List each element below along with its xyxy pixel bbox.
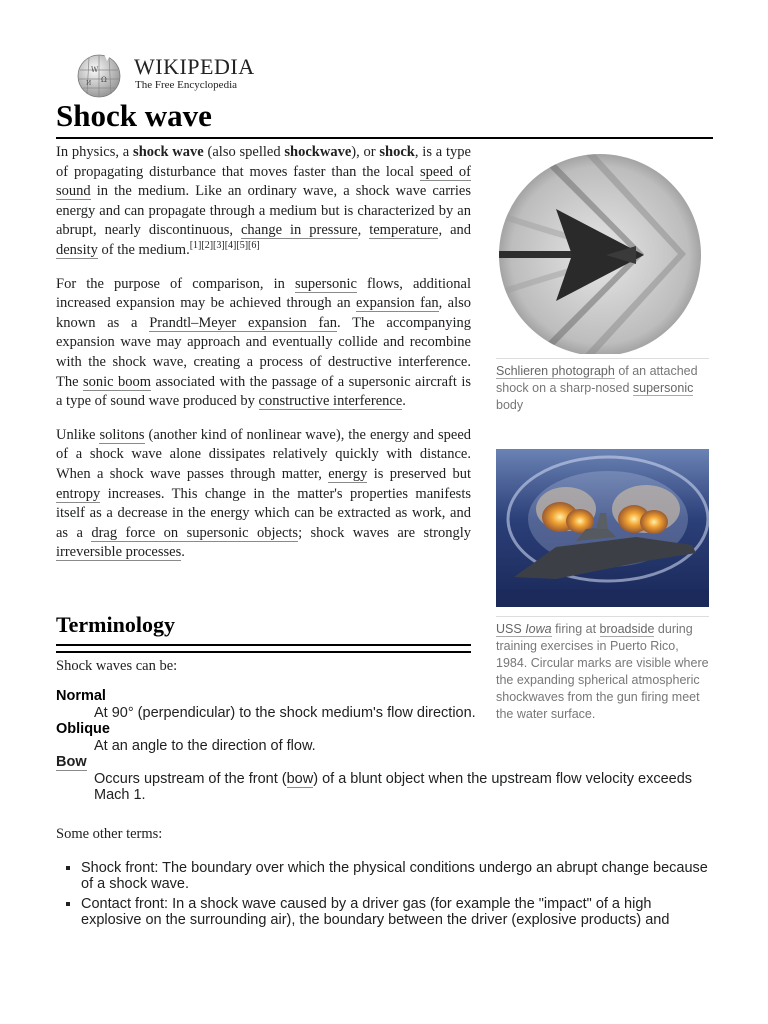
- reference-links[interactable]: [1][2][3][4][5][6]: [189, 240, 260, 252]
- text: .: [402, 393, 406, 410]
- text: .: [181, 544, 185, 561]
- link-bow-shock[interactable]: Bow: [56, 754, 87, 770]
- uss-iowa-photo[interactable]: [496, 449, 709, 607]
- text: firing at: [551, 622, 600, 636]
- figure-1-caption: [496, 358, 709, 414]
- svg-text:И: И: [86, 80, 92, 87]
- text: Unlike: [56, 426, 100, 443]
- text: in the medium. Like an ordinary wave, a shock wave carries energy and can propagate through a medium but is characterized by an abrupt, nearly discontinuous,: [56, 183, 471, 239]
- page-title: Shock wave: [56, 98, 212, 133]
- terminology-section: [56, 656, 713, 932]
- text: (also spelled: [203, 144, 285, 160]
- link-prandtl-meyer[interactable]: Prandtl–Meyer expansion fan: [149, 314, 338, 331]
- definition-normal: At 90° (perpendicular) to the shock medium's flow direction.: [94, 704, 476, 721]
- link-constructive-interference[interactable]: constructive interference: [258, 393, 403, 410]
- link-broadside[interactable]: broadside: [599, 622, 655, 636]
- text: In physics, a: [56, 144, 134, 160]
- intro-paragraph-2: [56, 275, 471, 412]
- article-body: [56, 143, 471, 577]
- intro-paragraph-3: [56, 426, 471, 563]
- text: body: [496, 398, 524, 412]
- svg-text:W: W: [91, 66, 99, 74]
- link-energy[interactable]: energy: [328, 465, 368, 482]
- text: , also known as a: [56, 295, 471, 331]
- text: of the medium.: [97, 241, 190, 258]
- other-terms-list: [56, 860, 713, 929]
- text: associated with the passage of a supersonic aircraft is a type of sound wave produced by: [56, 373, 471, 410]
- ship-name: Iowa: [525, 622, 552, 636]
- terminology-intro: Shock waves can be:: [56, 658, 178, 674]
- text: ; shock waves are strongly: [298, 524, 472, 541]
- text: ) of a blunt object when the upstream flow velocity exceeds Mach 1.: [94, 770, 693, 803]
- bold-term: shockwave: [284, 144, 352, 160]
- definition-list: [56, 688, 713, 804]
- link-supersonic-caption[interactable]: supersonic: [632, 381, 694, 395]
- text: , is a type of propagating disturbance that moves faster than the local: [56, 144, 471, 180]
- text: . The accompanying expansion wave may approach and eventually collide and recombine with the shock wave, creating a process of destructive interference. The: [56, 314, 471, 390]
- link-irreversible-processes[interactable]: irreversible processes: [56, 544, 182, 561]
- link-uss-iowa[interactable]: [496, 622, 552, 637]
- list-item: ▪ Contact front: In a shock wave caused by a driver gas (for example the "impact" of a high explosive on the surrounding air), the boundary between the driver (explosive products) and: [81, 896, 713, 929]
- link-solitons[interactable]: solitons: [99, 426, 145, 443]
- text: increases. This change in the matter's properties manifests itself as a decrease in the energy which can be extracted as work, and as a: [56, 485, 471, 541]
- link-density[interactable]: density: [56, 241, 98, 258]
- schlieren-photo[interactable]: [496, 154, 709, 354]
- link-supersonic[interactable]: supersonic: [294, 275, 357, 292]
- wikipedia-logo[interactable]: [74, 52, 264, 98]
- link-expansion-fan[interactable]: expansion fan: [355, 295, 439, 312]
- term-normal: Normal: [56, 688, 106, 704]
- svg-text:Ω: Ω: [101, 76, 107, 84]
- title-divider: [56, 137, 713, 139]
- text: ), or: [351, 144, 380, 160]
- bold-term: shock wave: [133, 144, 204, 160]
- wikipedia-wordmark: WIKIPEDIA: [134, 54, 255, 79]
- definition-oblique: At an angle to the direction of flow.: [94, 737, 316, 754]
- text: flows, additional increased expansion may be achieved through an: [56, 275, 471, 312]
- link-drag-force[interactable]: drag force on supersonic objects: [91, 524, 299, 541]
- definition-bow: [94, 771, 713, 804]
- figure-schlieren: [496, 154, 709, 414]
- text: (another kind of nonlinear wave), the energy and speed of a shock wave alone dissipates relatively quickly with distance. When a shock wave passes through matter,: [56, 426, 472, 482]
- link-sonic-boom[interactable]: sonic boom: [82, 373, 152, 390]
- link-pressure[interactable]: change in pressure: [241, 222, 358, 239]
- link-schlieren-photograph[interactable]: Schlieren photograph: [496, 364, 615, 378]
- term-oblique: Oblique: [56, 721, 110, 737]
- text: Occurs upstream of the front (: [94, 770, 287, 787]
- text: is preserved but: [367, 465, 472, 482]
- wikipedia-globe-icon: [74, 52, 124, 98]
- text: ,: [357, 222, 370, 239]
- text: , and: [438, 222, 472, 239]
- text: For the purpose of comparison, in: [56, 275, 295, 292]
- intro-paragraph-1: [56, 143, 471, 261]
- section-heading-terminology: Terminology: [56, 612, 175, 637]
- link-bow[interactable]: bow: [286, 770, 314, 787]
- link-entropy[interactable]: entropy: [56, 485, 101, 502]
- link-speed-of-sound[interactable]: speed of sound: [56, 163, 471, 200]
- list-item: ▪ Shock front: The boundary over which the physical conditions undergo an abrupt change because of a shock wave.: [81, 860, 713, 893]
- text: of an attached shock on a sharp-nosed: [496, 364, 698, 395]
- text: during training exercises in Puerto Rico, 1984. Circular marks are visible where the expanding spherical atmospheric shockwaves from the gun firing meet the water surface.: [496, 622, 709, 721]
- text: USS: [496, 622, 526, 636]
- wikipedia-tagline: The Free Encyclopedia: [135, 79, 238, 91]
- term-bow: [56, 754, 713, 771]
- section-divider: [56, 644, 471, 653]
- other-terms-intro: Some other terms:: [56, 825, 163, 842]
- link-temperature[interactable]: temperature: [369, 222, 439, 239]
- bold-term: shock: [379, 144, 415, 160]
